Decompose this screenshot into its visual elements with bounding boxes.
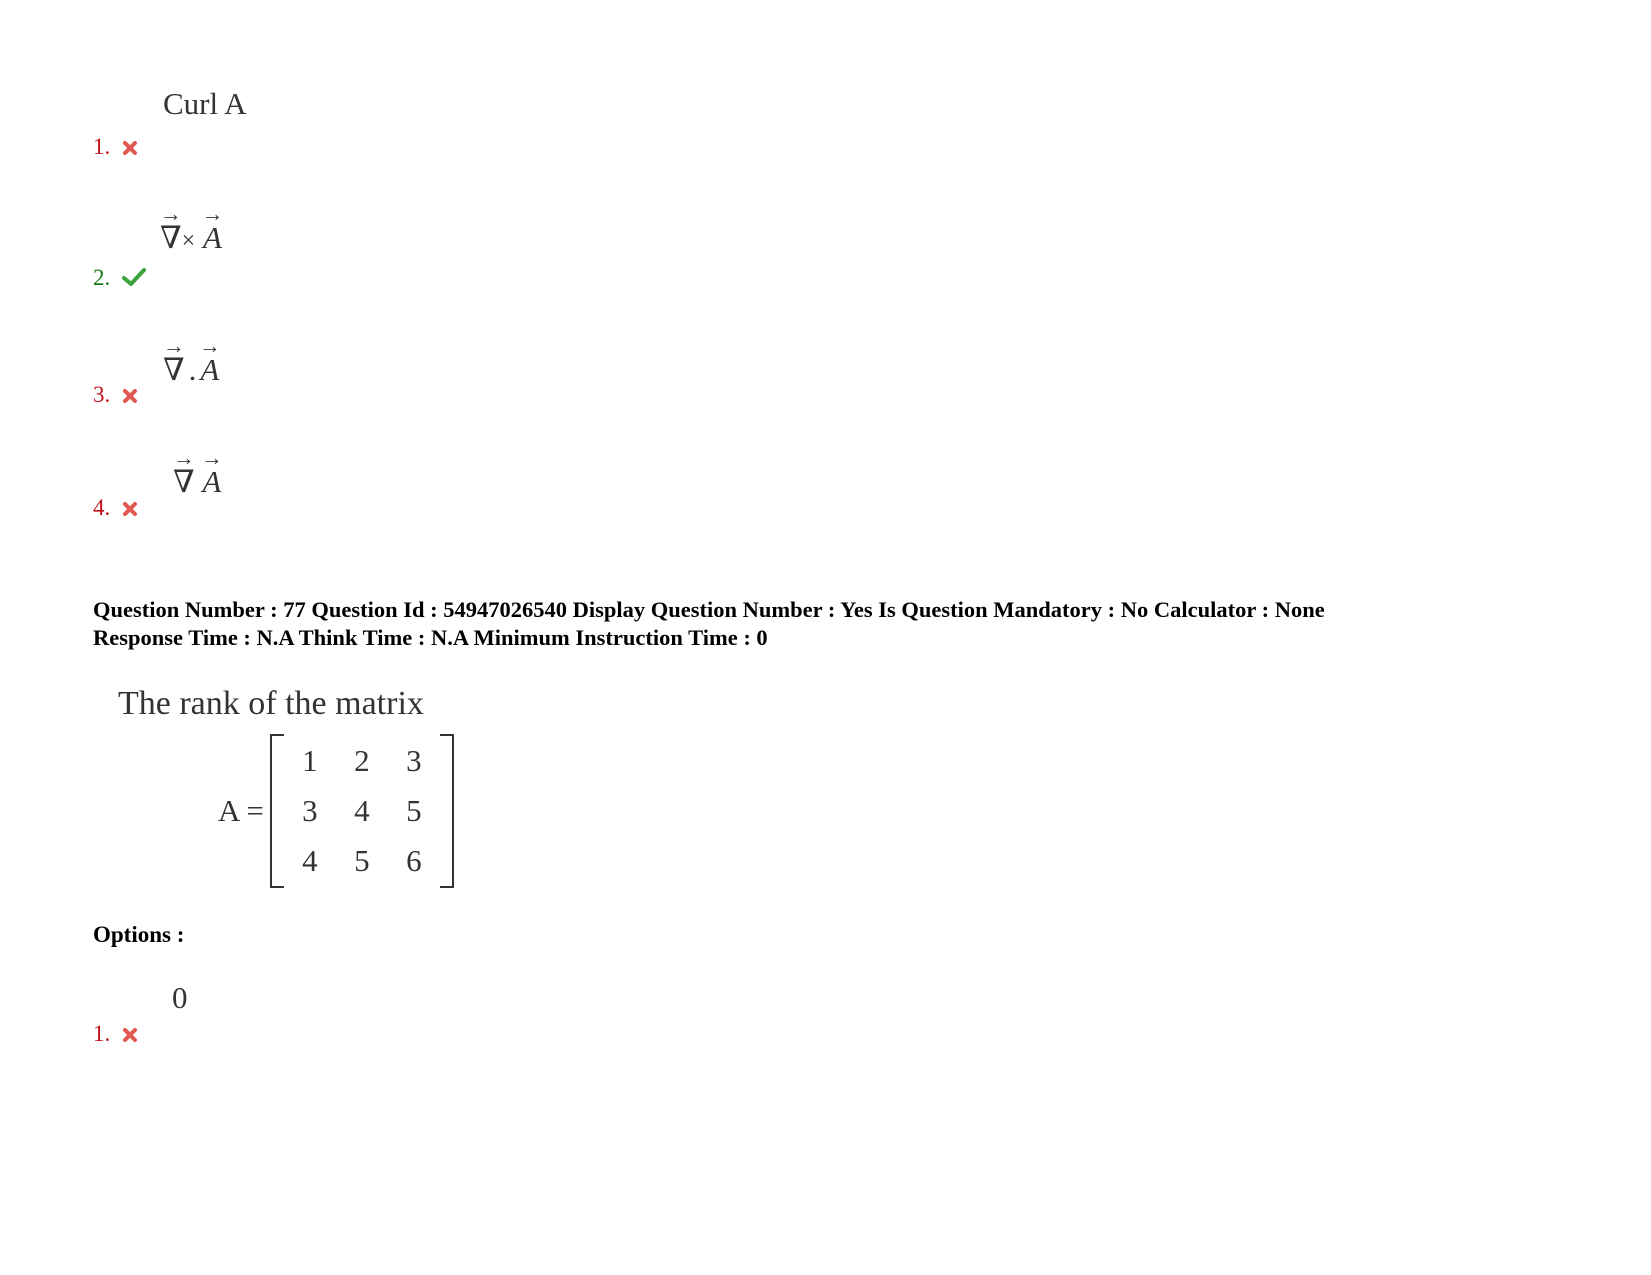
- option-4-number: 4.: [93, 495, 111, 520]
- vector-a-symbol: A: [202, 220, 222, 255]
- answer-option-1-number: 1.: [93, 1021, 111, 1046]
- dot-operator: .: [188, 352, 197, 387]
- arrow-glyph: →: [159, 202, 182, 227]
- question-meta-line-1: Question Number : 77 Question Id : 54947026540 Display Question Number : Yes Is Question Mandatory : No Calculator : None: [93, 597, 1325, 622]
- check-icon: [122, 267, 146, 293]
- right-bracket: [440, 734, 454, 888]
- matrix-cell: 6: [406, 843, 422, 878]
- answer-option-1-label: [93, 1021, 138, 1049]
- option-3-content: [162, 334, 221, 388]
- question-meta-line-2: Response Time : N.A Think Time : N.A Minimum Instruction Time : 0: [93, 625, 768, 650]
- matrix-cell: 1: [302, 743, 318, 778]
- vector-a-symbol: A: [202, 464, 222, 499]
- cross-icon: [122, 497, 138, 523]
- left-bracket: [270, 734, 284, 888]
- arrow-glyph: →: [201, 446, 223, 471]
- matrix-cell: 3: [302, 793, 318, 828]
- cross-operator: ×: [181, 228, 196, 254]
- matrix-label: A =: [218, 793, 264, 828]
- answer-option-1-content: [172, 980, 188, 1016]
- nabla-symbol: ∇: [160, 220, 182, 255]
- option-1-content: [163, 86, 247, 122]
- matrix-cell: 5: [354, 843, 370, 878]
- options-heading: Options :: [93, 922, 185, 947]
- option-4-content: [172, 446, 223, 500]
- matrix-cell: 4: [354, 793, 370, 828]
- cross-icon: [122, 136, 138, 162]
- option-2-number: 2.: [93, 265, 111, 290]
- matrix-cell: 3: [406, 743, 422, 778]
- nabla-symbol: ∇: [163, 352, 185, 387]
- arrow-glyph: →: [199, 334, 221, 359]
- option-1-text: Curl A: [163, 86, 247, 121]
- answer-option-1-text: 0: [172, 980, 188, 1015]
- matrix-cell: 4: [302, 843, 318, 878]
- question-stem: The rank of the matrix: [118, 685, 424, 722]
- option-4-label: [93, 495, 138, 523]
- option-2-label: [93, 265, 146, 293]
- arrow-glyph: →: [162, 334, 185, 359]
- cross-icon: [122, 384, 138, 410]
- option-2-content: [159, 202, 224, 256]
- nabla-symbol: ∇: [173, 464, 195, 499]
- question-meta: [93, 596, 1325, 652]
- matrix-cell: 2: [354, 743, 370, 778]
- option-3-number: 3.: [93, 382, 111, 407]
- cross-icon: [122, 1023, 138, 1049]
- option-3-label: [93, 382, 138, 410]
- option-1-number: 1.: [93, 134, 111, 159]
- arrow-glyph: →: [201, 202, 224, 227]
- option-1-label: [93, 134, 138, 162]
- arrow-glyph: →: [172, 446, 195, 471]
- matrix-equation: [218, 734, 454, 888]
- matrix-grid: [284, 736, 440, 886]
- vector-a-symbol: A: [200, 352, 220, 387]
- matrix-cell: 5: [406, 793, 422, 828]
